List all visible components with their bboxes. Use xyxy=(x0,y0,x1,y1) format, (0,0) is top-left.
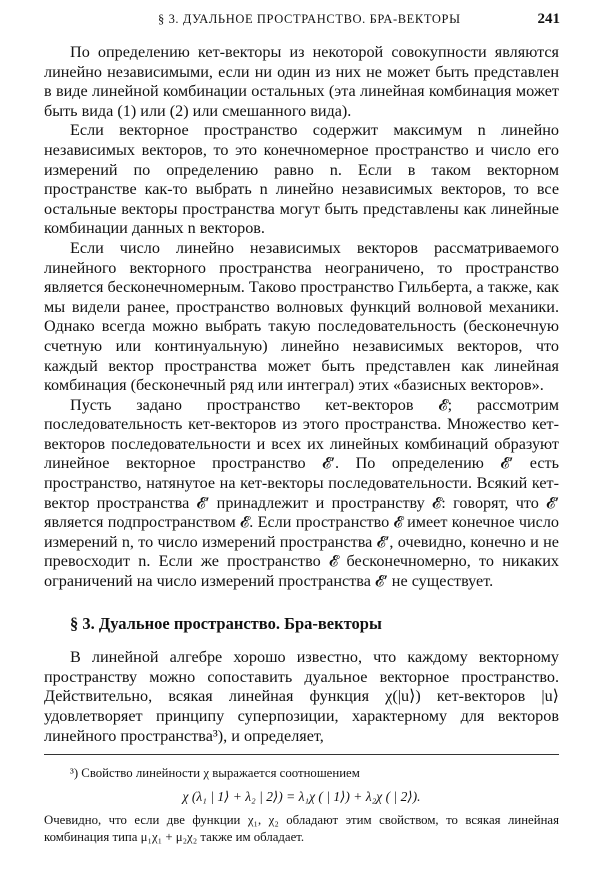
paragraph-subspace: Пусть задано пространство кет-векторов 𝓔; рассмотрим последовательность кет-векторов из этого пространства. Множество кет-векторов последовательности и всех их линейных комбинаций образуют линейное векторное пространство 𝓔′. По определению 𝓔′ есть пространство, натянутое на кет-векторы последовательности. Всякий кет-вектор пространства 𝓔′ принадлежит и пространству 𝓔: говорят, что 𝓔′ является подпространством 𝓔. Если пространство 𝓔 имеет конечное число измерений n, то число измерений пространства 𝓔′, очевидно, конечно и не превосходит n. Если же пространство 𝓔 бесконечномерно, то никаких ограничений на число измерений пространства 𝓔′ не существует. xyxy=(44,395,559,591)
paragraph-linear-independence: По определению кет-векторы из некоторой совокупности являются линейно независимыми, если ни один из них не может быть представлен в виде линейной комбинации остальных (эта линейная комбинация может быть вида (1) или (2) или смешанного вида). xyxy=(44,43,559,120)
page-number: 241 xyxy=(537,11,560,27)
paragraph-finite-dimensional: Если векторное пространство содержит максимум n линейно независимых векторов, то это конечномерное пространство и число его измерений по определению равно n. Если в таком векторном пространстве как-то выбрать n линейно независимых векторов, то все остальные векторы пространства могут быть представлены как линейные комбинации данных n векторов. xyxy=(44,121,559,238)
footnote-line: ³) Свойство линейности χ выражается соотношением xyxy=(70,766,360,780)
paragraph-infinite-dimensional: Если число линейно независимых векторов рассматриваемого линейного векторного пространства неограничено, то пространство является бесконечномерным. Таково пространство Гильберта, а также, как мы видели ранее, пространство волновых функций волновой механики. Однако всегда можно выбрать такую последовательность (бесконечную счетную или континуальную) линейно независимых векторов, что каждый вектор пространства может быть представлен как линейная комбинация (бесконечный ряд или интеграл) этих «базисных векторов». xyxy=(44,238,559,395)
footnote-block xyxy=(44,754,559,846)
page-body xyxy=(44,43,559,746)
running-header xyxy=(0,12,600,32)
paragraph-dual-space: В линейной алгебре хорошо известно, что каждому векторному пространству можно сопоставить дуальное векторное пространство. Действительно, всякая линейная функция χ(|u⟩) кет-векторов |u⟩ удовлетворяет принципу суперпозиции, характерному для векторов линейного пространства³), и определяет, xyxy=(44,648,559,745)
running-title: § 3. ДУАЛЬНОЕ ПРОСТРАНСТВО. БРА-ВЕКТОРЫ xyxy=(158,12,461,26)
footnote-formula: χ (λ₁ | 1⟩ + λ₂ | 2⟩) = λ₁χ ( | 1⟩) + λ₂χ ( | 2⟩). xyxy=(182,789,421,804)
section-heading: § 3. Дуальное пространство. Бра-векторы xyxy=(70,613,382,633)
footnote-continuation: Очевидно, что если две функции χ₁, χ₂ обладают этим свойством, то всякая линейная комбинация типа μ₁χ₁ + μ₂χ₂ также им обладает. xyxy=(44,813,559,844)
